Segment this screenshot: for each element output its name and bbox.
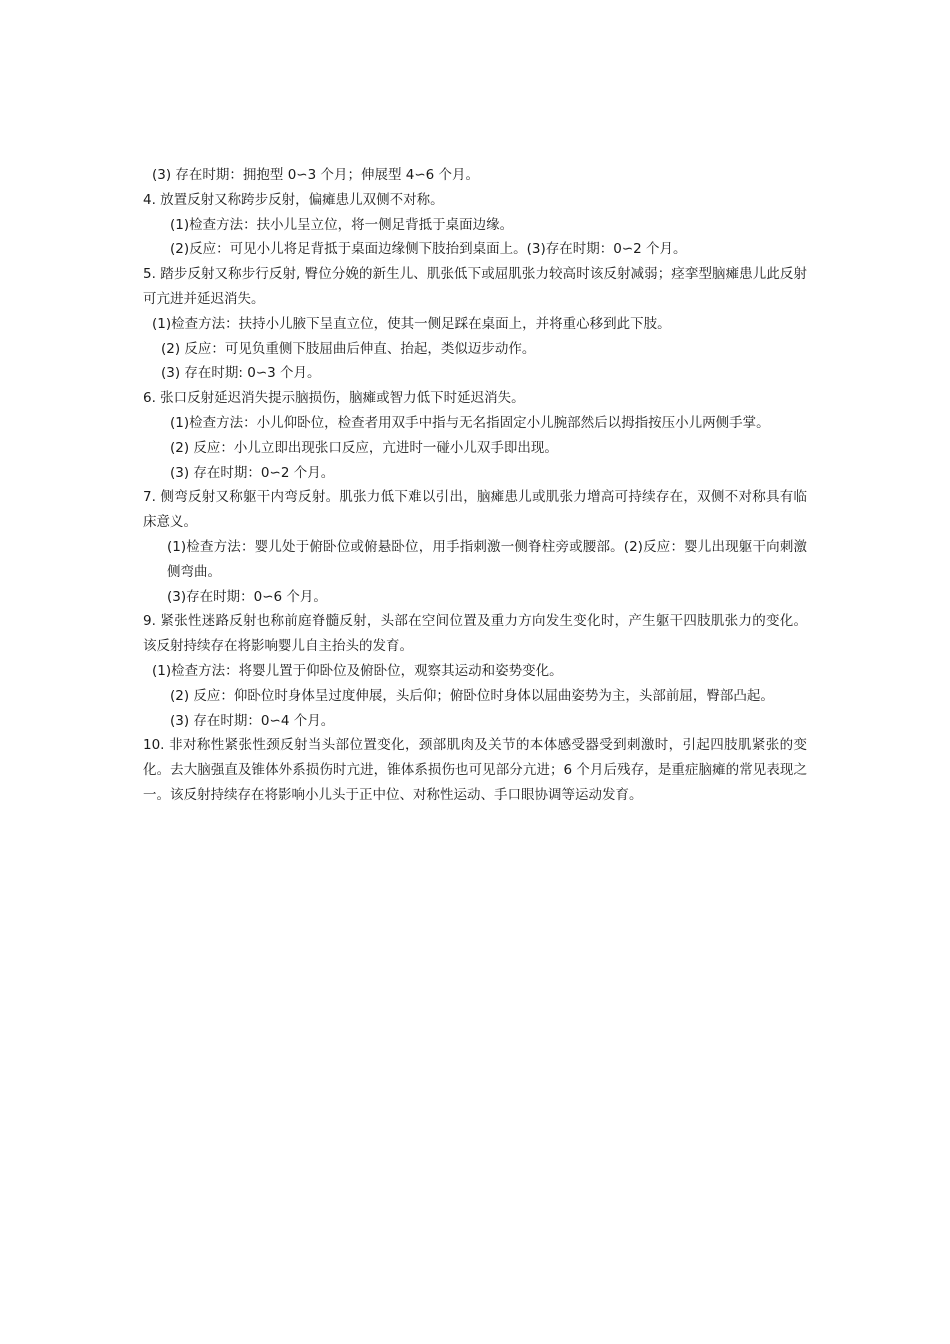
paragraph-line: (1)检查方法：将婴儿置于仰卧位及俯卧位，观察其运动和姿势变化。 <box>152 662 563 679</box>
paragraph-line: (1)检查方法：扶持小儿腋下呈直立位，使其一侧足踩在桌面上，并将重心移到此下肢。 <box>152 315 671 332</box>
paragraph-line: (2) 反应：小儿立即出现张口反应，亢进时一碰小儿双手即出现。 <box>170 439 558 456</box>
paragraph-line: (2)反应：可见小儿将足背抵于桌面边缘侧下肢抬到桌面上。(3)存在时期：0∽2 个月。 <box>170 241 687 258</box>
section-heading-9: 9. 紧张性迷路反射也称前庭脊髓反射，头部在空间位置及重力方向发生变化时，产生躯干四肢肌张力的变化。该反射持续存在将影响婴儿自主抬头的发育。 <box>143 613 807 655</box>
section-heading-6: 6. 张口反射延迟消失提示脑损伤，脑瘫或智力低下时延迟消失。 <box>143 390 525 407</box>
document-body <box>143 163 807 808</box>
section-heading-7: 7. 侧弯反射又称躯干内弯反射。肌张力低下难以引出，脑瘫患儿或肌张力增高可持续存在，双侧不对称具有临床意义。 <box>143 489 807 531</box>
section-heading-5: 5. 踏步反射又称步行反射, 臀位分娩的新生儿、肌张低下或屈肌张力较高时该反射减弱；痉挛型脑瘫患儿此反射可亢进并延迟消失。 <box>143 266 807 307</box>
paragraph-line: (1)检查方法：小儿仰卧位，检查者用双手中指与无名指固定小儿腕部然后以拇指按压小儿两侧手掌。 <box>170 414 770 431</box>
paragraph-line: (1)检查方法：婴儿处于俯卧位或俯悬卧位，用手指刺激一侧脊柱旁或腰部。(2)反应：婴儿出现躯干向刺激侧弯曲。 <box>167 538 807 580</box>
section-heading-4: 4. 放置反射又称跨步反射，偏瘫患儿双侧不对称。 <box>143 191 444 208</box>
paragraph-line: (2) 反应：可见负重侧下肢屈曲后伸直、抬起，类似迈步动作。 <box>161 340 536 357</box>
paragraph-line: (1)检查方法：扶小儿呈立位，将一侧足背抵于桌面边缘。 <box>170 216 514 233</box>
paragraph-line: (3) 存在时期：0∽4 个月。 <box>170 712 335 729</box>
paragraph-line: (2) 反应：仰卧位时身体呈过度伸展，头后仰；俯卧位时身体以屈曲姿势为主，头部前屈，臀部凸起。 <box>170 687 774 704</box>
paragraph-line: (3) 存在时期：拥抱型 0∽3 个月；伸展型 4∽6 个月。 <box>152 167 480 183</box>
section-heading-10: 10. 非对称性紧张性颈反射当头部位置变化，颈部肌肉及关节的本体感受器受到刺激时，引起四肢肌紧张的变化。去大脑强直及锥体外系损伤时亢进，锥体系损伤也可见部分亢进；6 个月后残存，是重症脑瘫的常见表现之一。该反射持续存在将影响小儿头于正中位、对称性运动、手口眼协调等运动发育。 <box>143 737 807 803</box>
paragraph-line: (3) 存在时期: 0∽3 个月。 <box>161 365 321 382</box>
paragraph-line: (3)存在时期：0∽6 个月。 <box>167 588 327 605</box>
paragraph-line: (3) 存在时期：0∽2 个月。 <box>170 464 335 481</box>
